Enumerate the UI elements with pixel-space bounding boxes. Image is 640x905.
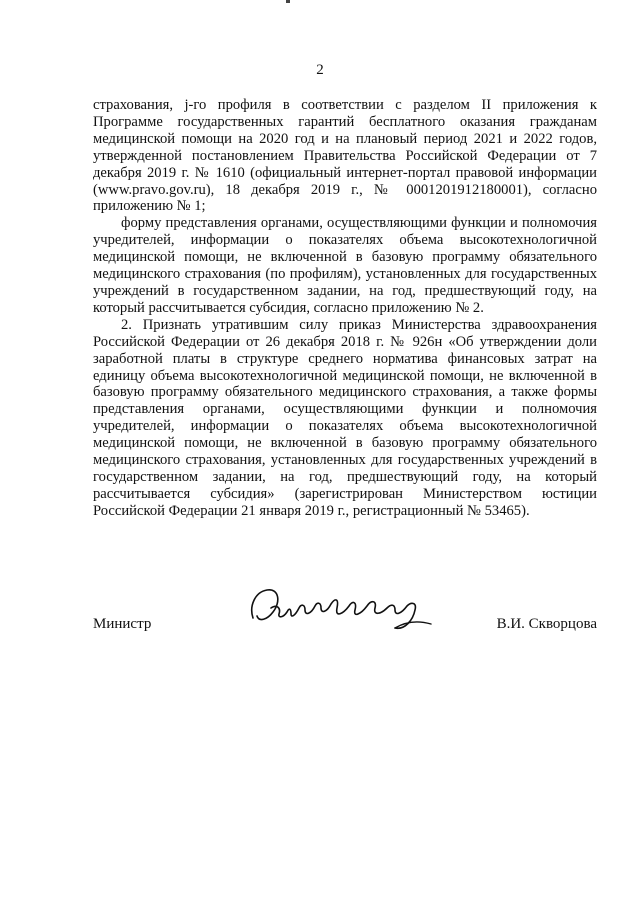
- page-number: 2: [316, 62, 324, 78]
- paragraph-continuation: страхования, j-го профиля в соответствии с разделом II приложения к Программе государственных гарантий бесплатного оказания гражданам медицинской помощи на 2020 год и на плановый период 2021 и 2022 годов, утвержденной постановлением Правительства Российской Федерации от 7 декабря 2019 г. № 1610 (официальный интернет-портал правовой информации (www.pravo.gov.ru), 18 декабря 2019 г., № 0001201912180001), согласно приложению № 1;: [93, 97, 597, 215]
- paragraph-form-presentation: форму представления органами, осуществляющими функции и полномочия учредителей, информации о показателях объема высокотехнологичной медицинской помощи, не включенной в базовую программу обязательного медицинского страхования (по профилям), установленных для государственных учреждений в государственном задании, на год, предшествующий году, на который рассчитывается субсидия, согласно приложению № 2.: [93, 215, 597, 316]
- handwritten-signature: [245, 578, 445, 638]
- signatory-title: Министр: [93, 616, 152, 632]
- paragraph-repeal-order: 2. Признать утратившим силу приказ Министерства здравоохранения Российской Федерации от 26 декабря 2018 г. № 926н «Об утверждении доли заработной платы в структуре среднего норматива финансовых затрат на единицу объема высокотехнологичной медицинской помощи, не включенной в базовую программу обязательного медицинского страхования, а также формы представления органами, осуществляющими функции и полномочия учредителей, информации о показателях объема высокотехнологичной медицинской помощи, не включенной в базовую программу обязательного медицинского страхования, установленных для государственных учреждений в государственном задании, на год, предшествующий году, на который рассчитывается субсидия» (зарегистрирован Министерством юстиции Российской Федерации 21 января 2019 г., регистрационный № 53465).: [93, 316, 597, 519]
- signature-block: [0, 578, 640, 658]
- scan-artifact: [286, 0, 290, 3]
- signatory-name: В.И. Скворцова: [496, 616, 597, 632]
- document-body: [93, 97, 597, 520]
